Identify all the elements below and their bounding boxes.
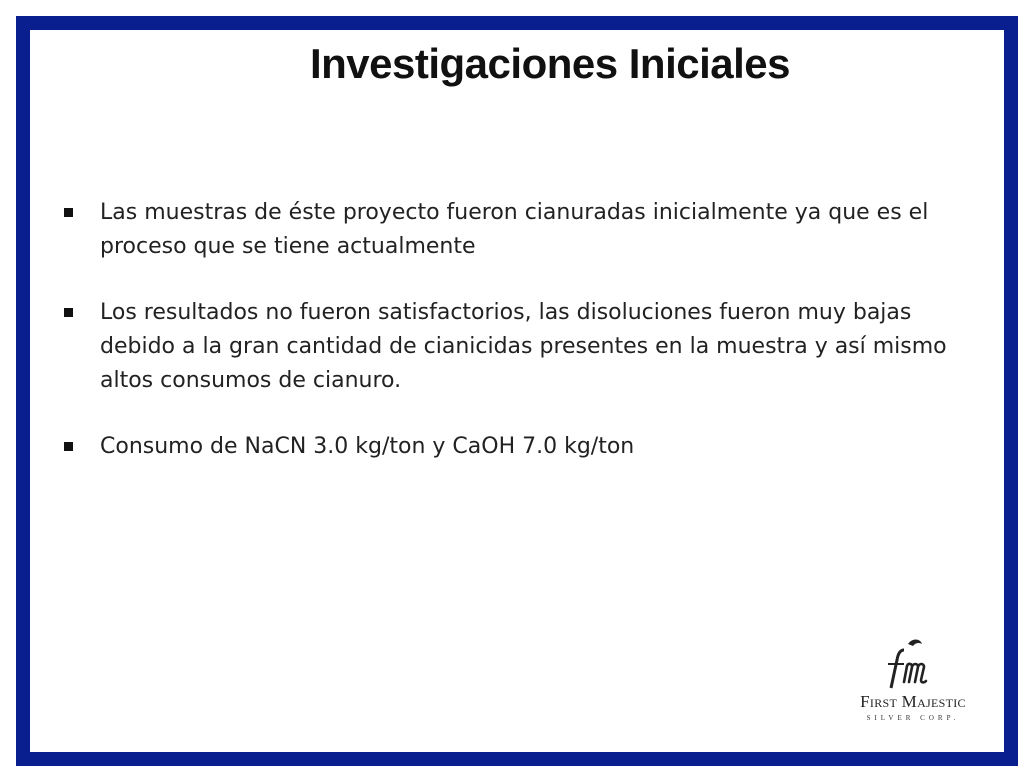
slide-title: Investigaciones Iniciales [309, 40, 791, 87]
bullet-text: Los resultados no fueron satisfactorios, las disoluciones fueron muy bajas debido a la gran cantidad de cianicidas presentes en la muestra y así mismo altos consumos de cianuro. [100, 300, 947, 393]
bullet-text: Las muestras de éste proyecto fueron cianuradas inicialmente ya que es el proceso que se tiene actualmente [100, 200, 929, 259]
bullet-item [62, 296, 962, 398]
fm-monogram-icon [874, 636, 952, 692]
square-bullet-icon [64, 208, 73, 217]
bullet-text: Consumo de NaCN 3.0 kg/ton y CaOH 7.0 kg/ton [100, 434, 635, 459]
logo-company-name: First Majestic [860, 692, 966, 711]
square-bullet-icon [64, 442, 73, 451]
bullet-list [62, 196, 962, 496]
bullet-item [62, 196, 962, 264]
bullet-item [62, 430, 962, 464]
logo-tagline: SILVER CORP. [866, 714, 960, 722]
square-bullet-icon [64, 308, 73, 317]
company-logo [838, 636, 988, 728]
